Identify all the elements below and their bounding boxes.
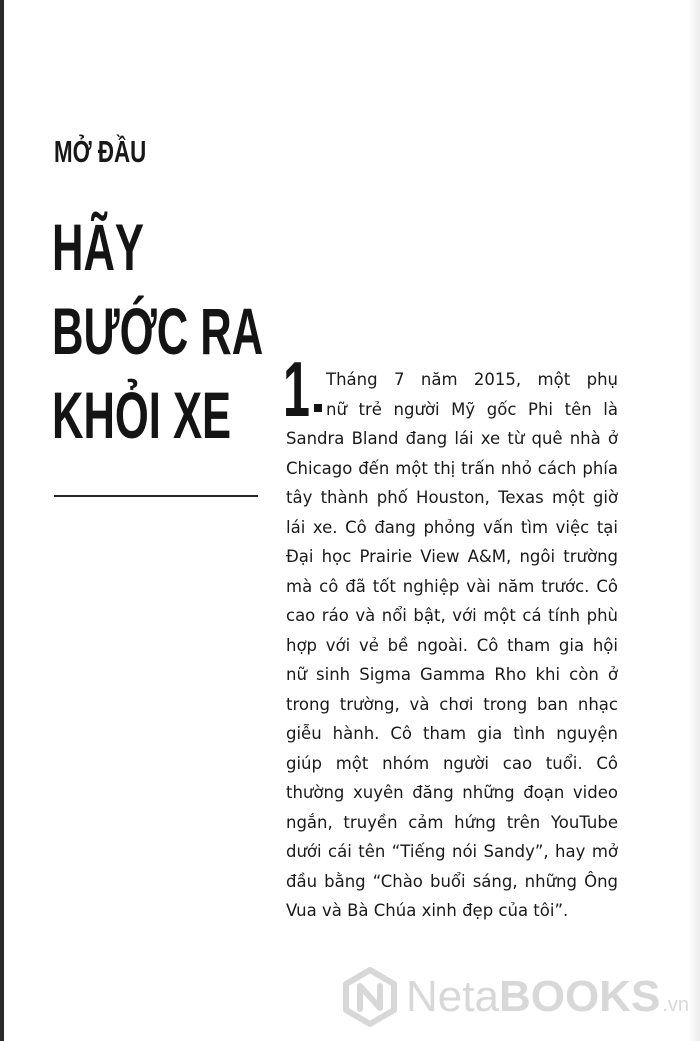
watermark-suffix: .vn [662, 993, 689, 1016]
watermark-brand [406, 967, 660, 1027]
body-line: Tháng 7 năm 2015, một phụ [326, 370, 618, 389]
body-paragraph [286, 365, 618, 926]
title-divider [54, 495, 258, 497]
chapter-label: MỞ ĐẦU [54, 134, 147, 169]
body-line: nữ sinh Sigma Gamma Rho khi còn ở [286, 665, 618, 684]
page-right-edge [688, 0, 700, 1041]
body-line: Vua và Bà Chúa xinh đẹp của tôi”. [286, 901, 569, 920]
chapter-title-line-1: HÃY [52, 210, 144, 284]
body-line: giúp một nhóm người cao tuổi. Cô [286, 753, 618, 773]
chapter-title-line-2: BƯỚC RA [52, 294, 264, 368]
body-line: lái xe. Cô đang phỏng vấn tìm việc tại [286, 517, 618, 537]
body-line: Đại học Prairie View A&M, ngôi trường [286, 547, 618, 566]
body-line: tây thành phố Houston, Texas một giờ [286, 488, 618, 507]
body-line: Sandra Bland đang lái xe từ quê nhà ở [286, 429, 618, 448]
body-line: dưới cái tên “Tiếng nói Sandy”, hay mở [286, 842, 618, 861]
body-line: ngắn, truyền cảm hứng trên YouTube [286, 812, 618, 832]
body-line: Chicago đến một thị trấn nhỏ cách phía [286, 458, 618, 478]
drop-cap-number: 1 [283, 345, 310, 433]
netabooks-watermark [340, 966, 689, 1028]
body-line: nữ trẻ người Mỹ gốc Phi tên là [326, 399, 618, 419]
body-line: cao ráo và nổi bật, với một cá tính phù [286, 606, 618, 625]
body-line: đầu bằng “Chào buổi sáng, những Ông [286, 871, 618, 891]
body-line: giễu hành. Cô tham gia tình nguyện [286, 724, 618, 743]
body-line: trong trường, và chơi trong ban nhạc [286, 694, 618, 714]
body-line: thường xuyên đăng những đoạn video [286, 783, 618, 802]
netabooks-logo-icon [340, 967, 400, 1027]
chapter-title-line-3: KHỎI XE [52, 378, 232, 452]
page-left-edge [0, 0, 4, 1041]
watermark-brand-light: Neta [406, 972, 499, 1021]
watermark-brand-bold: BOOKS [498, 972, 661, 1021]
body-line: hợp với vẻ bề ngoài. Cô tham gia hội [286, 635, 618, 655]
body-line: mà cô đã tốt nghiệp vài năm trước. Cô [286, 576, 618, 596]
chapter-title [52, 205, 263, 457]
